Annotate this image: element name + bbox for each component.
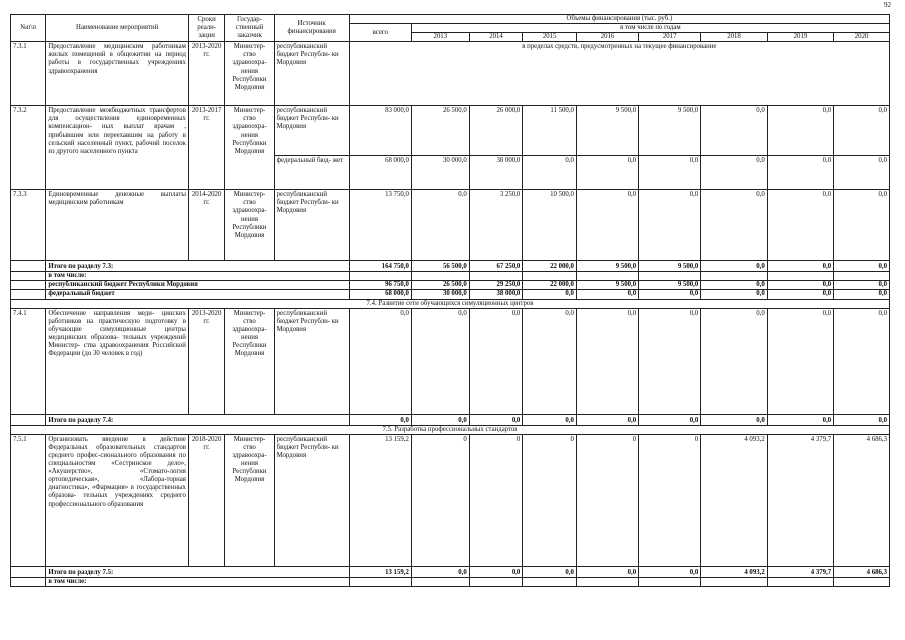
total-value: 22 000,0	[523, 281, 577, 290]
event-source: республиканский бюджет Республи- ки Мордовия	[274, 42, 349, 106]
section-title: 7.5. Разработка профессиональных стандартов	[11, 425, 890, 434]
value-cell: 0	[469, 434, 523, 566]
value-cell: 0,0	[834, 190, 890, 261]
table-row	[11, 299, 890, 308]
total-value: 4 093,2	[701, 566, 767, 577]
value-cell: 0,0	[834, 308, 890, 414]
header-year: 2015	[523, 33, 577, 42]
value-cell: 0,0	[767, 156, 833, 190]
value-cell: 0,0	[767, 106, 833, 156]
value-cell: 0	[576, 434, 638, 566]
value-cell: 0,0	[469, 308, 523, 414]
total-value: 0,0	[767, 414, 833, 425]
value-cell: 0	[523, 434, 577, 566]
table-row	[11, 425, 890, 434]
value-cell: 0,0	[576, 156, 638, 190]
header-num: №п\п	[11, 15, 46, 42]
total-value: 0,0	[639, 566, 701, 577]
table-row	[11, 566, 890, 577]
row-number: 7.3.2	[11, 106, 46, 190]
total-value: 29 250,0	[469, 281, 523, 290]
total-value: 56 500,0	[411, 261, 469, 272]
total-value: 0,0	[523, 414, 577, 425]
header-year: 2019	[767, 33, 833, 42]
value-cell: 13 750,0	[349, 190, 411, 261]
total-value: 0,0	[834, 290, 890, 299]
total-value: 164 750,0	[349, 261, 411, 272]
including-label: в том числе:	[46, 577, 349, 586]
header-year: 2013	[411, 33, 469, 42]
total-value: 0,0	[767, 281, 833, 290]
value-cell: 0,0	[767, 190, 833, 261]
total-value: 0,0	[834, 261, 890, 272]
value-cell: 0,0	[701, 190, 767, 261]
value-cell: 0,0	[834, 156, 890, 190]
value-cell: 0,0	[523, 308, 577, 414]
section-title: 7.4. Развитие сети обучающихся симуляционных центров	[11, 299, 890, 308]
value-cell: 3 250,0	[469, 190, 523, 261]
value-cell: 4 379,7	[767, 434, 833, 566]
value-cell: 30 000,0	[411, 156, 469, 190]
total-value: 38 000,0	[469, 290, 523, 299]
table-row	[11, 281, 890, 290]
table-row	[11, 42, 890, 106]
table-row	[11, 261, 890, 272]
row-number: 7.4.1	[11, 308, 46, 414]
value-cell: 0,0	[523, 156, 577, 190]
value-cell: 0,0	[576, 190, 638, 261]
financing-table	[10, 14, 890, 587]
row-number: 7.3.1	[11, 42, 46, 106]
financing-note: в пределах средств, предусмотренных на текущее финансирование	[349, 42, 889, 106]
event-term: 2014-2020 гг.	[188, 190, 224, 261]
total-label: Итого по разделу 7.3:	[46, 261, 349, 272]
total-value: 13 159,2	[349, 566, 411, 577]
total-value: 0,0	[469, 566, 523, 577]
total-value: 68 000,0	[349, 290, 411, 299]
total-value: 30 000,0	[411, 290, 469, 299]
table-row	[11, 577, 890, 586]
table-row	[11, 290, 890, 299]
header-total: всего	[349, 24, 411, 42]
value-cell: 83 000,0	[349, 106, 411, 156]
event-term: 2013-2020 гг.	[188, 308, 224, 414]
value-cell: 0,0	[767, 308, 833, 414]
value-cell: 10 500,0	[523, 190, 577, 261]
value-cell: 0,0	[701, 308, 767, 414]
value-cell: 9 500,0	[576, 106, 638, 156]
table-row	[11, 106, 890, 156]
value-cell: 13 159,2	[349, 434, 411, 566]
total-value: 0,0	[349, 414, 411, 425]
total-value: 0,0	[469, 414, 523, 425]
header-year: 2014	[469, 33, 523, 42]
event-term: 2013-2020 гг.	[188, 42, 224, 106]
total-value: 0,0	[411, 566, 469, 577]
event-source: республиканский бюджет Республи- ки Мордовия	[274, 434, 349, 566]
value-cell: 68 000,0	[349, 156, 411, 190]
total-value: 0,0	[576, 290, 638, 299]
event-name: Предоставление медицинским работникам жилых помещений в общежитии на период работы в государственных учреждениях здравоохранения	[46, 42, 189, 106]
row-number: 7.5.1	[11, 434, 46, 566]
header-year: 2017	[639, 33, 701, 42]
total-value: 4 686,3	[834, 566, 890, 577]
value-cell: 0,0	[576, 308, 638, 414]
header-terms: Сроки реали- зации	[188, 15, 224, 42]
total-value: 0,0	[411, 414, 469, 425]
event-source: республиканский бюджет Республи- ки Мордовия	[274, 190, 349, 261]
total-value: 22 000,0	[523, 261, 577, 272]
budget-label: федеральный бюджет	[46, 290, 349, 299]
table-row	[11, 308, 890, 414]
event-name: Организовать введение в действие Федеральных образовательных стандартов среднего профес-сионального образования по специальностям «Сестринское дело», «Акушерство», «Стомато-логия ортопедическая», «Лабора-торная диагностика», «Фармация» в государственных образова- тельных учреждениях среднего профессионального образования	[46, 434, 189, 566]
header-by-years: в том числе по годам	[411, 24, 889, 33]
event-name: Обеспечение направления меди- цинских работников на практическую подготовку в обучающие симуляционные центры медицинских образова- тельных учреждений Министер- ства здравоохранения Российской Федерации (до 30 человек в год)	[46, 308, 189, 414]
total-value: 4 379,7	[767, 566, 833, 577]
value-cell: 0,0	[701, 106, 767, 156]
total-value: 67 250,0	[469, 261, 523, 272]
value-cell: 0,0	[349, 308, 411, 414]
header-event: Наименование мероприятий	[46, 15, 189, 42]
event-name: Предоставление межбюджетных трансфертов для осуществления единовременных компенсацион- ных выплат врачам , прибывшим или переехавшим на работу в сельский населенный пункт, рабочий поселок из другого населенного пункта	[46, 106, 189, 190]
event-customer: Министер- ство здравоохра- нения Республики Мордовия	[225, 190, 274, 261]
total-value: 0,0	[576, 566, 638, 577]
value-cell: 26 500,0	[411, 106, 469, 156]
table-row	[11, 414, 890, 425]
event-source: республиканский бюджет Республи- ки Мордовия	[274, 308, 349, 414]
value-cell: 38 000,0	[469, 156, 523, 190]
total-value: 9 500,0	[576, 281, 638, 290]
value-cell: 4 686,3	[834, 434, 890, 566]
value-cell: 11 500,0	[523, 106, 577, 156]
value-cell: 0,0	[411, 190, 469, 261]
event-source: республиканский бюджет Республи- ки Мордовия	[274, 106, 349, 156]
total-value: 0,0	[701, 414, 767, 425]
value-cell: 0	[639, 434, 701, 566]
event-term: 2013-2017 гг.	[188, 106, 224, 190]
header-volumes: Объемы финансирования (тыс. руб.)	[349, 15, 889, 24]
event-customer: Министер- ство здравоохра- нения Республики Мордовия	[225, 42, 274, 106]
value-cell: 0,0	[834, 106, 890, 156]
value-cell: 0,0	[639, 308, 701, 414]
total-value: 9 500,0	[639, 281, 701, 290]
total-value: 9 500,0	[576, 261, 638, 272]
header-source: Источник финансирования	[274, 15, 349, 42]
event-name: Единовременные денежные выплаты медицинским работникам	[46, 190, 189, 261]
value-cell: 0,0	[411, 308, 469, 414]
including-label: в том числе:	[46, 272, 349, 281]
table-row	[11, 272, 890, 281]
row-number: 7.3.3	[11, 190, 46, 261]
total-value: 96 750,0	[349, 281, 411, 290]
total-value: 0,0	[639, 290, 701, 299]
event-customer: Министер- ство здравоохра- нения Республики Мордовия	[225, 434, 274, 566]
total-value: 0,0	[701, 281, 767, 290]
total-value: 0,0	[639, 414, 701, 425]
event-source: федеральный бюд- жет	[274, 156, 349, 190]
value-cell: 4 093,2	[701, 434, 767, 566]
total-value: 0,0	[701, 290, 767, 299]
total-value: 0,0	[576, 414, 638, 425]
table-row	[11, 190, 890, 261]
header-year: 2020	[834, 33, 890, 42]
total-label: Итого по разделу 7.5:	[46, 566, 349, 577]
value-cell: 26 000,0	[469, 106, 523, 156]
total-value: 0,0	[701, 261, 767, 272]
budget-label: республиканский бюджет Республики Мордовия	[46, 281, 349, 290]
total-value: 9 500,0	[639, 261, 701, 272]
header-year: 2018	[701, 33, 767, 42]
value-cell: 0,0	[639, 190, 701, 261]
value-cell: 0,0	[639, 156, 701, 190]
total-value: 0,0	[523, 566, 577, 577]
total-value: 0,0	[834, 281, 890, 290]
total-value: 0,0	[767, 290, 833, 299]
total-value: 0,0	[834, 414, 890, 425]
event-term: 2018-2020 гг.	[188, 434, 224, 566]
header-customer: Государ- ственный заказчик	[225, 15, 274, 42]
page-number: 92	[884, 1, 891, 9]
table-row	[11, 434, 890, 566]
value-cell: 9 500,0	[639, 106, 701, 156]
total-value: 0,0	[523, 290, 577, 299]
total-value: 26 500,0	[411, 281, 469, 290]
event-customer: Министер- ство здравоохра- нения Республики Мордовия	[225, 106, 274, 190]
value-cell: 0	[411, 434, 469, 566]
event-customer: Министер- ство здравоохра- нения Республики Мордовия	[225, 308, 274, 414]
total-label: Итого по разделу 7.4:	[46, 414, 349, 425]
header-year: 2016	[576, 33, 638, 42]
value-cell: 0,0	[701, 156, 767, 190]
total-value: 0,0	[767, 261, 833, 272]
